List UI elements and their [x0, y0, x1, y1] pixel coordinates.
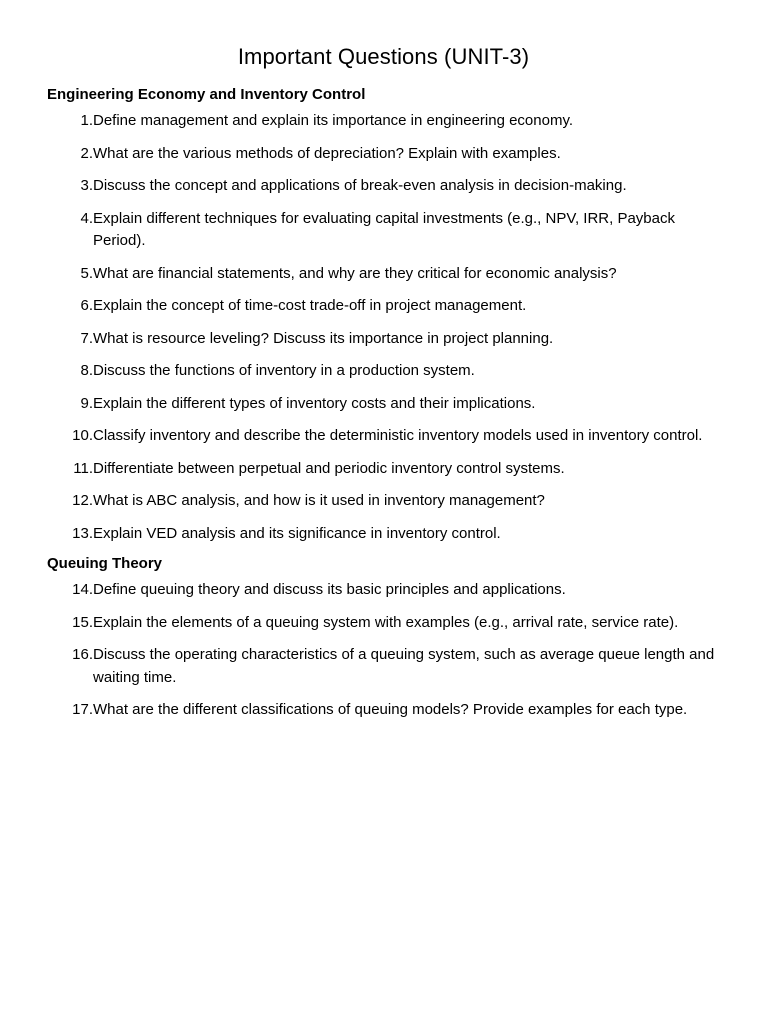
question-text: Explain VED analysis and its significance in inventory control.: [93, 524, 501, 542]
question-number: 11.: [73, 459, 93, 477]
question-number: 9.: [80, 394, 93, 412]
question-item: [47, 612, 720, 635]
question-number: 10.: [72, 427, 93, 444]
section: [47, 555, 720, 722]
question-number: 15.: [72, 613, 93, 631]
question-item: [47, 143, 720, 166]
question-text: Differentiate between perpetual and periodic inventory control systems.: [93, 459, 565, 477]
section-heading: Queuing Theory: [47, 555, 163, 572]
question-text: What are financial statements, and why are they critical for economic analysis?: [93, 264, 617, 282]
question-text: What is resource leveling? Discuss its importance in project planning.: [93, 329, 554, 347]
question-number: 12.: [72, 492, 93, 509]
question-item: [47, 263, 720, 286]
question-text: Discuss the concept and applications of break-even analysis in decision-making.: [93, 177, 627, 194]
question-number: 3.: [80, 177, 93, 194]
question-text: Define queuing theory and discuss its basic principles and applications.: [93, 581, 566, 598]
question-text: What are the various methods of depreciation? Explain with examples.: [93, 144, 561, 162]
question-text: Explain the elements of a queuing system with examples (e.g., arrival rate, service rate).: [93, 613, 679, 631]
question-number: 17.: [72, 701, 93, 718]
question-item: [47, 458, 720, 481]
question-text: Explain the concept of time-cost trade-off in project management.: [93, 297, 527, 314]
question-number: 13.: [72, 524, 93, 542]
question-item: [47, 295, 720, 318]
section-heading: Engineering Economy and Inventory Control: [47, 86, 366, 103]
question-number: 6.: [80, 297, 93, 314]
page-title: Important Questions (UNIT-3): [237, 44, 530, 69]
question-list: [47, 579, 720, 722]
question-item: [47, 699, 720, 722]
question-item: [47, 360, 720, 383]
question-list: [47, 110, 720, 545]
question-item: [47, 644, 720, 689]
question-item: [47, 208, 720, 253]
question-number: 4.: [80, 209, 93, 227]
question-number: 14.: [72, 581, 93, 598]
question-text: Discuss the operating characteristics of a queuing system, such as average queue length and waiting time.: [93, 646, 715, 686]
question-text: Explain the different types of inventory costs and their implications.: [93, 394, 536, 412]
question-item: [47, 425, 720, 448]
question-number: 16.: [72, 646, 93, 663]
question-number: 8.: [80, 362, 93, 379]
question-item: [47, 393, 720, 416]
question-item: [47, 523, 720, 546]
question-text: Discuss the functions of inventory in a production system.: [93, 362, 475, 379]
question-item: [47, 328, 720, 351]
question-text: What are the different classifications of queuing models? Provide examples for each type.: [93, 701, 688, 718]
question-item: [47, 490, 720, 513]
question-number: 2.: [80, 144, 93, 162]
question-number: 7.: [80, 329, 93, 347]
section: [47, 86, 720, 545]
question-number: 1.: [80, 112, 93, 129]
sections-container: [47, 86, 720, 722]
question-text: Explain different techniques for evaluating capital investments (e.g., NPV, IRR, Payback Period).: [93, 209, 675, 249]
question-item: [47, 579, 720, 602]
question-text: Define management and explain its importance in engineering economy.: [93, 112, 574, 129]
question-text: What is ABC analysis, and how is it used in inventory management?: [93, 492, 545, 509]
question-item: [47, 175, 720, 198]
question-text: Classify inventory and describe the deterministic inventory models used in inventory control.: [93, 427, 703, 444]
question-item: [47, 110, 720, 133]
question-number: 5.: [80, 264, 93, 282]
